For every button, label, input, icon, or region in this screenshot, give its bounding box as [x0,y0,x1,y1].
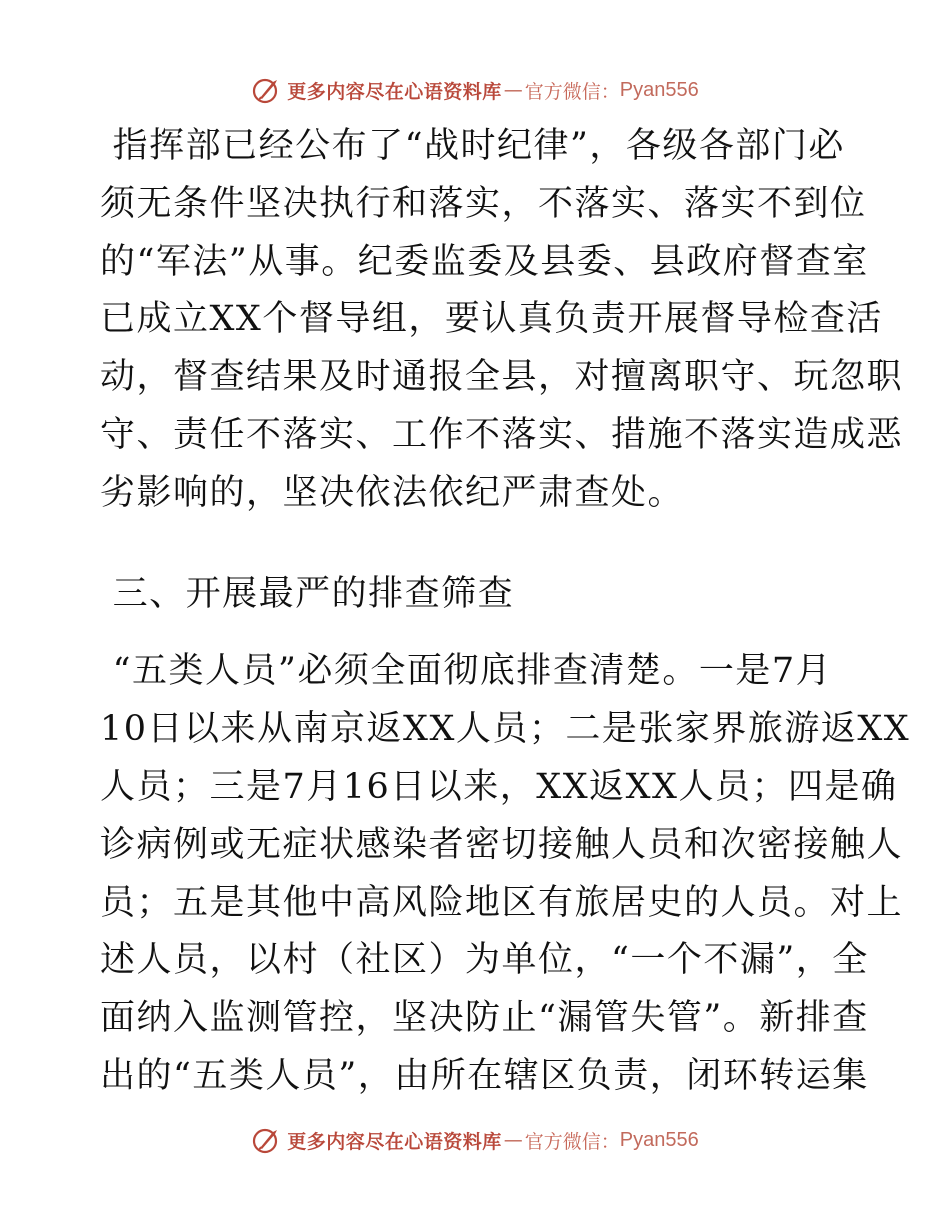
text-line: 劣影响的，坚决依法依纪严肃查处。 [100,472,685,513]
text-line: 人员；三是7月16日以来，XX返XX人员；四是确 [100,766,898,807]
text-line: “五类人员”必须全面彻底排查清楚。一是7月 [100,651,833,692]
text-line: 的“军法”从事。纪委监委及县委、县政府督查室 [100,241,869,282]
watermark-secondary-text: 官方微信： [524,80,620,103]
paragraph-discipline [100,118,904,523]
text-line: 动，督查结果及时通报全县，对擅离职守、玩忽职 [100,357,904,398]
text-line: 出的“五类人员”，由所在辖区负责，闭环转运集 [100,1055,869,1096]
watermark-secondary-text: 官方微信： [524,1130,620,1153]
text-line: 述人员，以村（社区）为单位，“一个不漏”，全 [100,940,869,981]
quill-pen-icon [251,1124,283,1156]
section-heading: 三、开展最严的排查筛查 [100,573,515,614]
text-line: 面纳入监测管控，坚决防止“漏管失管”。新排查 [100,998,869,1039]
paragraph-screening [100,643,911,1105]
watermark-separator: — [503,79,523,101]
text-line: 须无条件坚决执行和落实，不落实、落实不到位 [100,183,867,224]
text-line: 10日以来从南京返XX人员；二是张家界旅游返XX [100,709,911,750]
text-line: 指挥部已经公布了“战时纪律”，各级各部门必 [100,126,845,166]
footer-watermark [0,1120,950,1160]
watermark-main-text: 更多内容尽在心语资料库 [287,1130,502,1153]
text-line: 员；五是其他中高风险地区有旅居史的人员。对上 [100,882,904,923]
text-line: 已成立XX个督导组，要认真负责开展督导检查活 [100,299,883,340]
quill-pen-icon [251,74,283,106]
watermark-wechat-id: Pyan556 [619,1128,699,1151]
watermark-main-text: 更多内容尽在心语资料库 [287,80,502,103]
watermark-wechat-id: Pyan556 [619,78,699,101]
text-line: 守、责任不落实、工作不落实、措施不落实造成恶 [100,414,904,455]
header-watermark [0,70,950,110]
text-line: 诊病例或无症状感染者密切接触人员和次密接触人 [100,824,904,865]
watermark-separator: — [503,1129,523,1151]
document-body [100,118,911,1106]
